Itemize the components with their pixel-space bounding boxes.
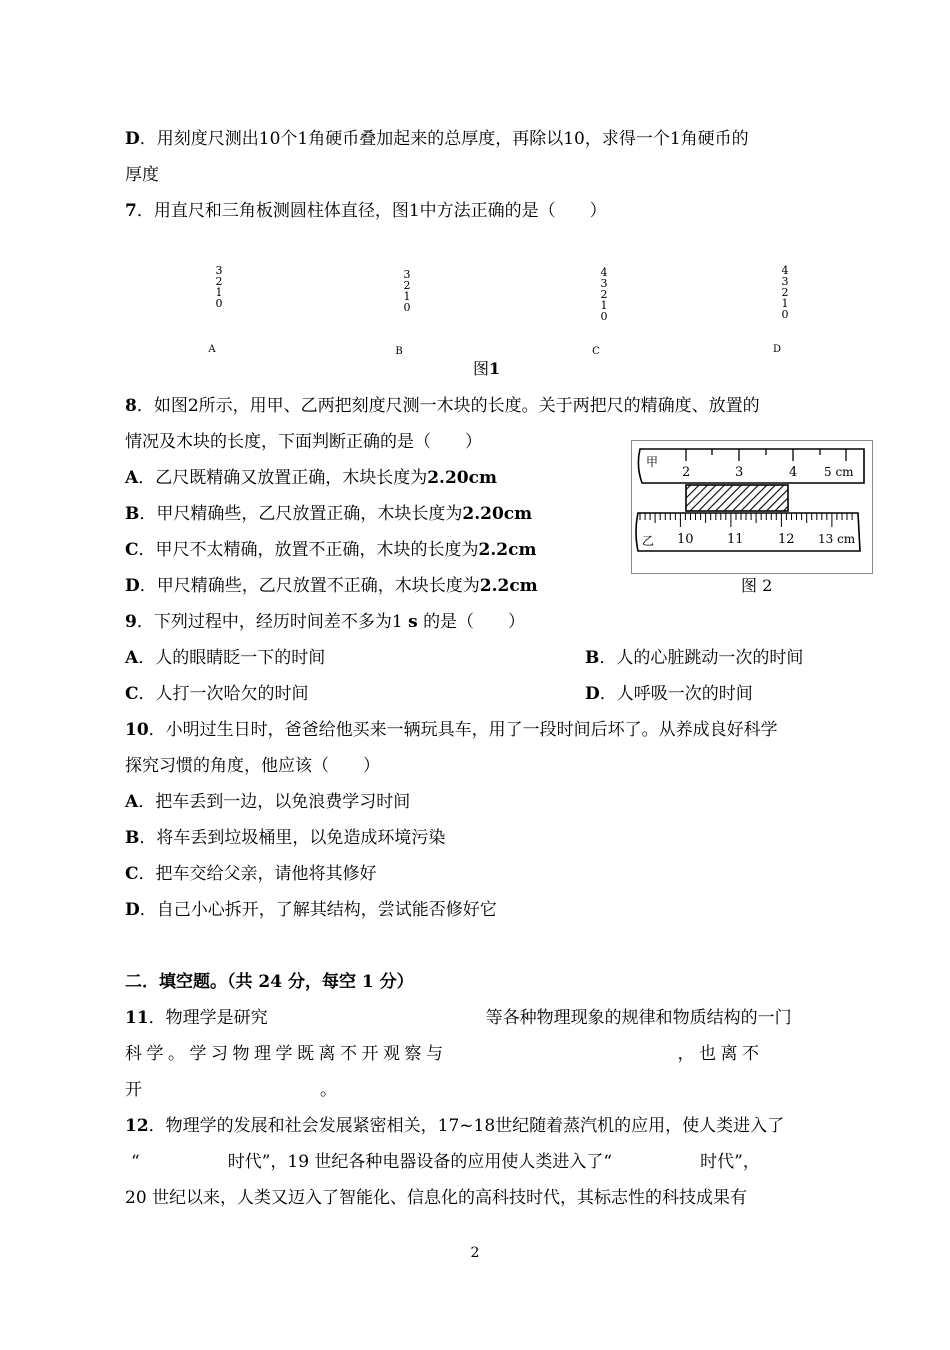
q8-option-c: C．甲尺不太精确，放置不正确，木块的长度为2.2cm [125, 540, 537, 560]
q11-line-3: 开 。 [125, 1080, 337, 1100]
ruler-yi-name: 乙 [642, 534, 655, 548]
option-c-scale: 4 3 2 1 0 [600, 266, 608, 323]
q8-stem [125, 395, 825, 417]
q10-option-d: D．自己小心拆开，了解其结构，尝试能否修好它 [125, 900, 497, 920]
option-text: 厚度 [125, 165, 159, 185]
ruler-jia-label: 4 [789, 465, 798, 480]
question-text: ．如图2所示，用甲、乙两把刻度尺测一木块的长度。关于两把尺的精确度、放置的 [136, 396, 760, 416]
option-d-label: D [772, 344, 782, 355]
option-a-label: A [208, 344, 216, 355]
wood-block [686, 485, 788, 511]
ruler-jia-label: 5 cm [824, 465, 854, 479]
ruler-yi-label: 10 [677, 532, 694, 547]
q11-line-2: 科学。学习物理学既离不开观察与 ，也离不 [125, 1044, 764, 1064]
figure-2-rulers [632, 441, 872, 573]
option-c-label: C [592, 346, 600, 357]
question-number: 10 [125, 720, 149, 740]
figure-2-caption: 图 2 [741, 576, 773, 595]
figure-1-caption: 图1 [473, 359, 501, 378]
figure-1 [195, 258, 815, 378]
q10-option-b: B．将车丢到垃圾桶里，以免造成环境污染 [125, 828, 446, 848]
question-number: 8 [125, 396, 137, 416]
q10-option-a: A．把车丢到一边，以免浪费学习时间 [125, 792, 411, 812]
ruler-jia-label: 2 [682, 465, 691, 480]
question-number: 9 [125, 612, 137, 632]
option-b-label: B [395, 346, 403, 357]
q10-option-c: C．把车交给父亲，请他将其修好 [125, 864, 377, 884]
q9-stem: 9．下列过程中，经历时间差不多为1 s 的是（ ） [125, 612, 526, 632]
option-b-scale: 3 2 1 0 [403, 268, 411, 314]
q8-option-b: B．甲尺精确些，乙尺放置正确，木块长度为2.20cm [125, 504, 533, 524]
q7-stem [125, 200, 825, 222]
ruler-jia-name: 甲 [646, 455, 659, 469]
q6-option-d-cont [125, 164, 825, 186]
question-text: 情况及木块的长度，下面判断正确的是（ ） [125, 432, 482, 452]
q10-stem-cont: 探究习惯的角度，他应该（ ） [125, 756, 380, 776]
option-d-scale: 4 3 2 1 0 [781, 264, 789, 321]
question-number: 11 [125, 1008, 149, 1028]
q9-option-a: A．人的眼睛眨一下的时间 [125, 648, 326, 668]
page-number: 2 [470, 1245, 480, 1261]
q6-option-d [125, 128, 825, 150]
section-2-title: 二．填空题。（共 24 分，每空 1 分） [125, 972, 414, 992]
figure-2 [631, 440, 873, 574]
ruler-yi-label: 11 [727, 532, 744, 547]
question-number: 12 [125, 1116, 149, 1136]
option-a-scale: 3 2 1 0 [215, 264, 223, 310]
q10-stem: 10．小明过生日时，爸爸给他买来一辆玩具车，用了一段时间后坏了。从养成良好科学 [125, 720, 778, 740]
question-text: ．用直尺和三角板测圆柱体直径，图1中方法正确的是（ ） [136, 201, 607, 221]
q11-line-1: 11．物理学是研究 等各种物理现象的规律和物质结构的一门 [125, 1008, 792, 1028]
q9-option-c: C．人打一次哈欠的时间 [125, 684, 309, 704]
ruler-yi-label: 13 cm [818, 532, 856, 546]
question-number: 7 [125, 201, 137, 221]
q12-line-2: “ 时代”，19 世纪各种电器设备的应用使人类进入了“ 时代”， [131, 1152, 760, 1172]
q12-line-1: 12．物理学的发展和社会发展紧密相关，17~18世纪随着蒸汽机的应用，使人类进入了 [125, 1116, 785, 1136]
option-label: D [125, 129, 140, 149]
q9-option-b: B．人的心脏跳动一次的时间 [585, 648, 804, 668]
q12-line-3: 20 世纪以来，人类又迈入了智能化、信息化的高科技时代，其标志性的科技成果有 [125, 1188, 748, 1208]
q8-option-d: D．甲尺精确些，乙尺放置不正确，木块长度为2.2cm [125, 576, 538, 596]
ruler-jia-label: 3 [735, 465, 744, 480]
q9-option-d: D．人呼吸一次的时间 [585, 684, 753, 704]
option-text: ．用刻度尺测出10个1角硬币叠加起来的总厚度，再除以10，求得一个1角硬币的 [139, 129, 749, 149]
q8-option-a: A．乙尺既精确又放置正确，木块长度为2.20cm [125, 468, 497, 488]
ruler-yi-label: 12 [778, 532, 795, 547]
q8-stem-cont [125, 431, 605, 453]
